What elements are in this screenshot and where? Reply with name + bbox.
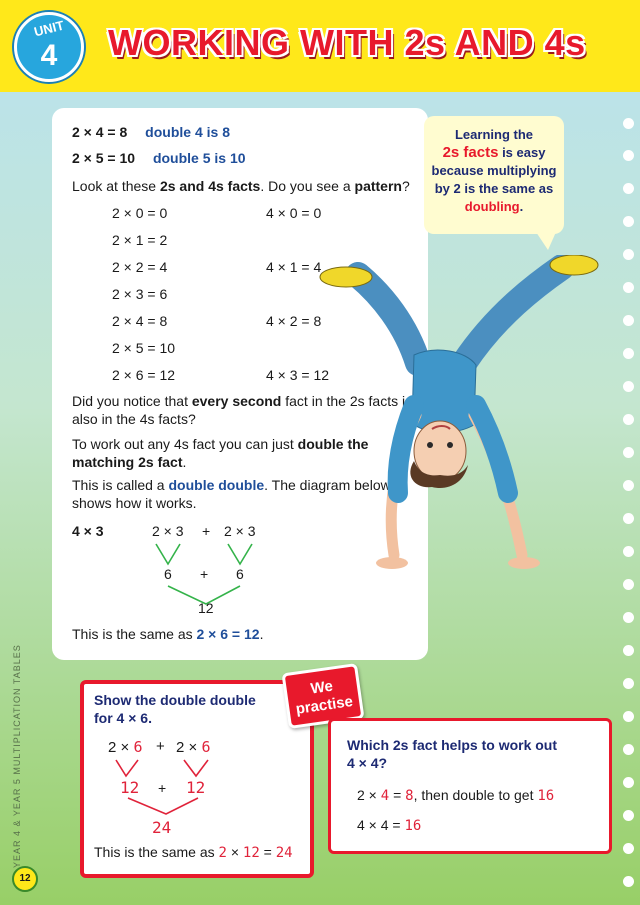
double-rest: 5 is 10 (202, 150, 246, 166)
hw-pre: 2 × (108, 739, 130, 756)
look-mid: . Do you see a (260, 178, 351, 194)
sidebar-book-title: YEAR 4 & YEAR 5 MULTIPLICATION TABLES (12, 644, 22, 868)
called-bold: double double (168, 477, 265, 493)
dot-icon (623, 447, 634, 458)
fact-2s: 2 × 5 = 10 (112, 340, 176, 356)
hw-num: 24 (275, 845, 293, 861)
practise-question: Which 2s fact helps to work out (347, 737, 558, 753)
diagram-left: 2 × 3 (152, 523, 184, 539)
diagram-mid-plus: + (200, 566, 209, 582)
bubble-line: because multiplying (431, 163, 557, 178)
bubble-text: is easy (502, 145, 546, 160)
hw-right (176, 738, 210, 756)
page-title: WORKING WITH 2s AND 4s (108, 22, 586, 63)
dot-icon (623, 843, 634, 854)
practise-question: 4 × 4? (347, 755, 388, 771)
bubble-highlight: doubling (464, 199, 520, 214)
speech-bubble (424, 116, 564, 234)
fact-4s: 4 × 0 = 0 (266, 205, 322, 221)
look-pattern: pattern (354, 178, 402, 194)
hw-pre: 2 × (176, 739, 198, 756)
hw-mid-left: 12 (120, 778, 140, 797)
look-bold: 2s and 4s facts (159, 178, 261, 194)
hw-num: 6 (201, 738, 211, 756)
dot-icon (623, 381, 634, 392)
dot-icon (623, 348, 634, 359)
same-bold: 2 × 6 = 12 (196, 626, 260, 642)
diagram-mid-right: 6 (236, 566, 244, 582)
dot-icon (623, 876, 634, 887)
dot-icon (623, 810, 634, 821)
bubble-line (424, 144, 564, 162)
dot-icon (623, 777, 634, 788)
fact-2s: 2 × 6 = 12 (112, 367, 176, 383)
bubble-line: Learning the (454, 127, 533, 142)
dot-icon (623, 612, 634, 623)
dot-icon (623, 118, 634, 129)
double-rest: 4 is 8 (194, 124, 230, 140)
dot-icon (623, 678, 634, 689)
called-line-2: shows how it works. (72, 495, 197, 511)
dot-icon (623, 216, 634, 227)
diagram-label: 4 × 3 (72, 523, 104, 539)
dot-icon (623, 480, 634, 491)
same-as-line (72, 626, 263, 642)
practise-card-left (80, 680, 314, 878)
same-op: × (230, 844, 240, 860)
fact-2s: 2 × 4 = 8 (112, 313, 168, 329)
look-end: ? (401, 178, 410, 194)
calc-text: 2 × 5 = 10 (72, 150, 136, 166)
look-pattern-line (72, 178, 410, 194)
diagram-result: 12 (198, 600, 214, 616)
header-band (0, 0, 640, 92)
dot-icon (623, 513, 634, 524)
fact-4s: 4 × 2 = 8 (266, 313, 322, 329)
dot-icon (623, 150, 634, 161)
speech-bubble-tail (536, 232, 556, 250)
dot-icon (623, 546, 634, 557)
workout-line-2 (72, 454, 186, 470)
hw-plus: + (156, 738, 165, 755)
handstand-boy-illustration (286, 255, 616, 615)
hw-num: 16 (537, 788, 555, 804)
notice-line-2: also in the 4s facts? (72, 411, 196, 427)
hw-num: 8 (405, 788, 414, 804)
fact-4s: 4 × 1 = 4 (266, 259, 322, 275)
workout-bold: double the (297, 436, 369, 452)
dot-icon (623, 414, 634, 425)
hw-num: 2 (218, 845, 227, 861)
fact-2s: 2 × 3 = 6 (112, 286, 168, 302)
hw-result: 24 (152, 818, 172, 837)
page-number: 12 (12, 866, 38, 892)
unit-badge (14, 12, 84, 82)
dot-icon (623, 183, 634, 194)
same-pre: This is the same as (72, 626, 193, 642)
dot-icon (623, 711, 634, 722)
dot-icon (623, 579, 634, 590)
intro-line-2 (72, 150, 246, 166)
bubble-text: . (519, 199, 524, 214)
answer-pre: 4 × 4 = (357, 817, 401, 833)
dot-icon (623, 315, 634, 326)
workout-end: . (182, 454, 187, 470)
dot-icon (623, 645, 634, 656)
bubble-highlight: 2s facts (442, 144, 499, 161)
look-pre: Look at these (72, 178, 157, 194)
workout-pre: To work out any 4s fact you can just (72, 436, 294, 452)
called-pre: This is called a (72, 477, 165, 493)
unit-number: 4 (40, 39, 58, 72)
answer-op: = (393, 787, 402, 803)
answer-line-1 (357, 787, 554, 804)
bubble-line: by 2 is the same as (434, 181, 554, 196)
workout-bold: matching 2s fact (72, 454, 183, 470)
dot-icon (623, 744, 634, 755)
hw-left (108, 738, 142, 756)
fact-2s: 2 × 0 = 0 (112, 205, 168, 221)
double-word: double (145, 124, 192, 140)
intro-line-1 (72, 124, 230, 140)
hw-num: 12 (242, 845, 260, 861)
diagram-mid-left: 6 (164, 566, 172, 582)
answer-pre: 2 × (357, 787, 377, 803)
calc-text: 2 × 4 = 8 (72, 124, 128, 140)
double-word: double (152, 150, 199, 166)
hw-num: 6 (133, 738, 143, 756)
same-op: = (263, 844, 272, 860)
practise-question: for 4 × 6. (94, 710, 152, 726)
diagram-right: 2 × 3 (224, 523, 256, 539)
dot-icon (623, 282, 634, 293)
hw-mid-plus: + (158, 780, 167, 796)
practise-same-as (94, 844, 293, 861)
same-end: . (259, 626, 264, 642)
called-post: . The diagram below (264, 477, 391, 493)
fact-2s: 2 × 1 = 2 (112, 232, 168, 248)
badge-line: We (309, 677, 335, 698)
badge-line: practise (294, 692, 354, 718)
hw-num: 4 (380, 788, 390, 804)
same-pre: This is the same as (94, 844, 215, 860)
unit-word: UNIT (32, 17, 66, 40)
dot-icon (623, 249, 634, 260)
hw-mid-right: 12 (186, 778, 206, 797)
practise-question: Show the double double (94, 692, 256, 708)
notice-post: fact in the 2s facts is (285, 393, 413, 409)
diagram-plus: + (202, 523, 211, 539)
practise-card-right (328, 718, 612, 854)
fact-2s: 2 × 2 = 4 (112, 259, 168, 275)
answer-line-2 (357, 817, 421, 834)
notice-bold: every second (191, 393, 282, 409)
fact-4s: 4 × 3 = 12 (266, 367, 330, 383)
bubble-line (424, 198, 564, 216)
hw-num: 16 (404, 818, 422, 834)
notice-pre: Did you notice that (72, 393, 188, 409)
answer-post: , then double to get (413, 787, 534, 803)
